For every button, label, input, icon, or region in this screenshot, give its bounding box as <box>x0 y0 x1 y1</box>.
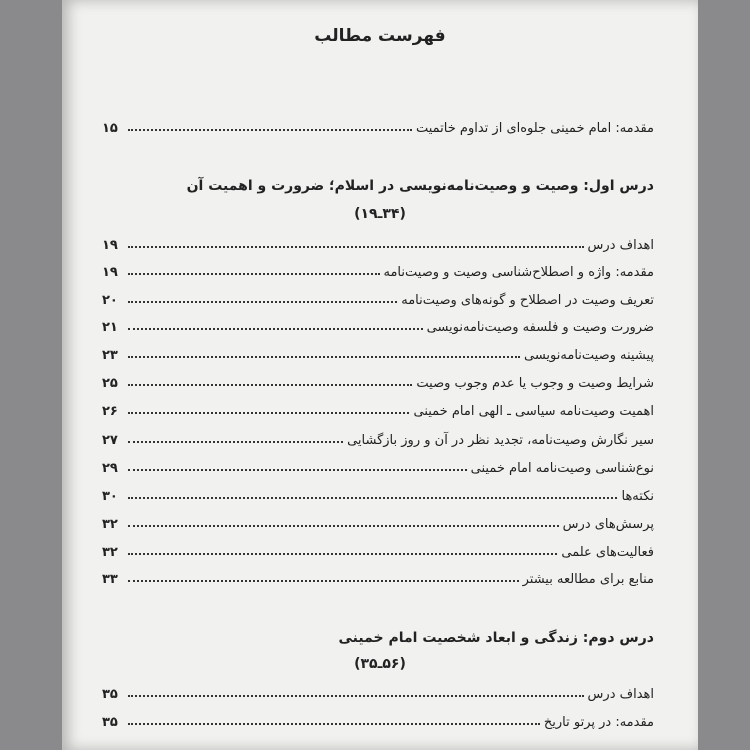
toc-entry[interactable] <box>102 341 654 363</box>
toc-entry-page: ۲۷ <box>102 433 118 448</box>
toc-entry-label: مقدمه: در پرتو تاریخ <box>543 715 654 730</box>
dot-leader <box>128 553 557 555</box>
dot-leader <box>128 129 412 131</box>
toc-entry-page: ۲۳ <box>102 348 118 363</box>
toc-entry-label: مقدمه: واژه و اصطلاح‌شناسی وصیت و وصیت‌نامه <box>383 265 654 280</box>
toc-entry[interactable] <box>102 538 654 560</box>
toc-entry[interactable] <box>102 397 654 419</box>
toc-entry-label: اهداف درس <box>587 238 654 253</box>
toc-entry-page: ۲۰ <box>102 293 118 308</box>
toc-entry-label: پرسش‌های درس <box>562 517 654 532</box>
toc-entry[interactable] <box>102 510 654 532</box>
toc-entry-label: اهداف درس <box>587 687 654 702</box>
toc-entry-label: منابع برای مطالعه بیشتر <box>522 572 654 587</box>
toc-entry[interactable] <box>102 258 654 280</box>
dot-leader <box>128 441 343 443</box>
toc-entry-intro[interactable] <box>102 114 654 136</box>
toc-entry[interactable] <box>102 426 654 448</box>
dot-leader <box>128 525 559 527</box>
toc-entry[interactable] <box>102 454 654 476</box>
dot-leader <box>128 328 423 330</box>
toc-entry-label: ضرورت وصیت و فلسفه وصیت‌نامه‌نویسی <box>426 320 654 335</box>
toc-entry-page: ۲۶ <box>102 404 118 419</box>
toc-entry-label: پیشینه وصیت‌نامه‌نویسی <box>524 348 654 363</box>
toc-entry[interactable] <box>102 708 654 730</box>
dot-leader <box>128 273 380 275</box>
toc-entry[interactable] <box>102 680 654 702</box>
toc-entry[interactable] <box>102 286 654 308</box>
dot-leader <box>128 356 520 358</box>
toc-entry[interactable] <box>102 482 654 504</box>
dot-leader <box>128 723 540 725</box>
dot-leader <box>128 695 584 697</box>
toc-entry-page: ۱۹ <box>102 238 118 253</box>
toc-entry-page: ۲۵ <box>102 376 118 391</box>
lesson1-page-range: (۳۴ـ۱۹) <box>354 206 406 222</box>
toc-entry-page: ۲۱ <box>102 320 118 335</box>
toc-entry[interactable] <box>102 231 654 253</box>
dot-leader <box>128 246 584 248</box>
toc-entry-page: ۳۲ <box>102 517 118 532</box>
toc-entry-label: سیر نگارش وصیت‌نامه، تجدید نظر در آن و روز بازگشایی <box>347 433 654 448</box>
toc-entry-page: ۳۲ <box>102 545 118 560</box>
toc-entry[interactable] <box>102 313 654 335</box>
dot-leader <box>128 469 467 471</box>
toc-entry-page: ۱۹ <box>102 265 118 280</box>
toc-entry-page: ۱۵ <box>102 121 118 136</box>
toc-entry-label: نکته‌ها <box>621 489 654 504</box>
toc-entry-page: ۳۵ <box>102 687 118 702</box>
lesson2-heading: درس دوم: زندگی و ابعاد شخصیت امام خمینی <box>338 630 654 646</box>
dot-leader <box>128 497 617 499</box>
toc-entry-label: تعریف وصیت در اصطلاح و گونه‌های وصیت‌نامه <box>401 293 654 308</box>
toc-entry-page: ۲۹ <box>102 461 118 476</box>
toc-entry-label: اهمیت وصیت‌نامه سیاسی ـ الهی امام خمینی <box>413 404 654 419</box>
toc-entry[interactable] <box>102 369 654 391</box>
dot-leader <box>128 412 409 414</box>
dot-leader <box>128 580 519 582</box>
page-title: فهرست مطالب <box>314 26 446 46</box>
toc-entry-page: ۳۳ <box>102 572 118 587</box>
toc-entry-label: شرایط وصیت و وجوب یا عدم وجوب وصیت <box>416 376 654 391</box>
toc-entry[interactable] <box>102 565 654 587</box>
dot-leader <box>128 301 397 303</box>
book-page <box>62 0 698 750</box>
toc-entry-label: فعالیت‌های علمی <box>561 545 654 560</box>
dot-leader <box>128 384 412 386</box>
toc-entry-page: ۳۵ <box>102 715 118 730</box>
lesson2-page-range: (۵۶ـ۳۵) <box>354 656 406 672</box>
toc-entry-label: نوع‌شناسی وصیت‌نامه امام خمینی <box>470 461 654 476</box>
toc-entry-page: ۳۰ <box>102 489 118 504</box>
lesson1-heading: درس اول: وصیت و وصیت‌نامه‌نویسی در اسلام؛ ضرورت و اهمیت آن <box>186 178 654 194</box>
toc-entry-label: مقدمه: امام خمینی جلوه‌ای از تداوم خاتمیت <box>415 121 654 136</box>
